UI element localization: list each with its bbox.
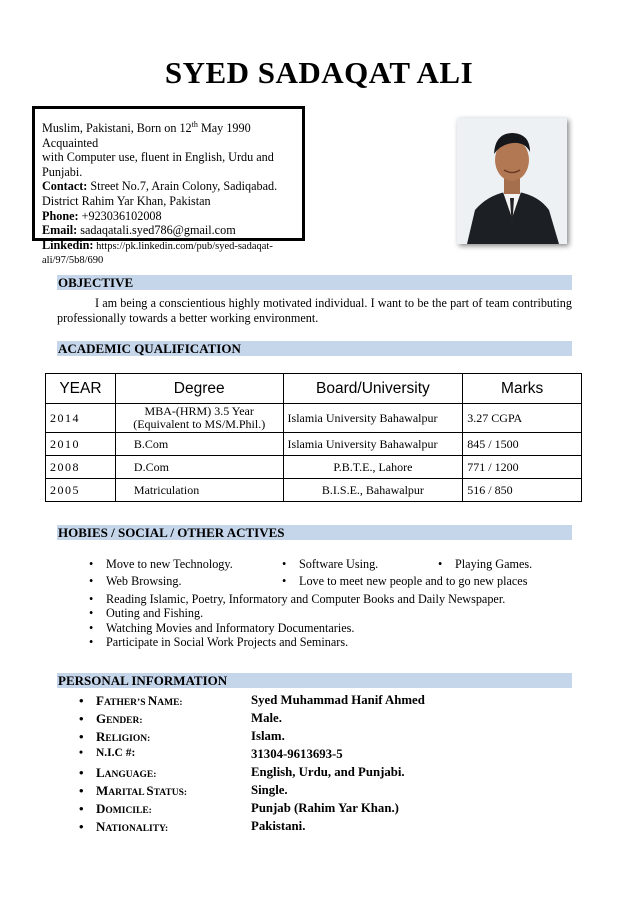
col-header-year: YEAR <box>46 374 116 404</box>
intro-line-1: Muslim, Pakistani, Born on 12th May 1990 Acquainted <box>42 120 251 150</box>
hobby-item: • Move to new Technology. <box>106 556 233 572</box>
hobby-item: • Love to meet new people and to go new places <box>299 573 527 589</box>
hobby-item: • Web Browsing. <box>106 573 182 589</box>
hobby-item: • Reading Islamic, Poetry, Informatory and Computer Books and Daily Newspaper. <box>106 592 505 607</box>
resume-name: SYED SADAQAT ALI <box>164 55 474 90</box>
list-item <box>96 693 566 711</box>
intro-line-3: Punjabi. <box>42 164 83 179</box>
personal-info-list <box>96 693 566 837</box>
profile-photo <box>457 118 567 244</box>
cell-marks: 516 / 850 <box>463 479 582 502</box>
field-label: • FATHER’S NAME: <box>96 693 183 709</box>
cell-board: B.I.S.E., Bahawalpur <box>283 479 463 502</box>
academic-table <box>45 373 582 502</box>
list-item <box>96 801 566 819</box>
cell-board: Islamia University Bahawalpur <box>283 404 463 433</box>
field-value: Male. <box>251 711 282 725</box>
field-label: • N.I.C #: <box>96 747 135 759</box>
field-value: Punjab (Rahim Yar Khan.) <box>251 801 399 815</box>
cell-year: 2014 <box>46 404 116 433</box>
hobby-item: • Participate in Social Work Projects and Seminars. <box>106 635 348 650</box>
col-header-board: Board/University <box>283 374 463 404</box>
field-value: English, Urdu, and Punjabi. <box>251 765 405 779</box>
field-value: Single. <box>251 783 288 797</box>
objective-text: I am being a conscientious highly motivated individual. I want to be the part of team contributing professionally towards a better working environment. <box>57 296 572 325</box>
field-label: • DOMICILE: <box>96 801 152 817</box>
field-label: • MARITAL STATUS: <box>96 783 187 799</box>
hobbies-heading: HOBIES / SOCIAL / OTHER ACTIVES <box>57 525 572 540</box>
personal-heading: PERSONAL INFORMATION <box>57 673 572 688</box>
linkedin-line-2: ali/97/5b8/690 <box>42 255 104 267</box>
cell-degree: MBA-(HRM) 3.5 Year (Equivalent to MS/M.Phil.) <box>115 404 283 433</box>
list-item <box>96 747 566 765</box>
table-header-row <box>46 374 582 404</box>
field-label: • NATIONALITY: <box>96 819 168 835</box>
hobby-item: • Playing Games. <box>455 556 532 572</box>
cell-marks: 845 / 1500 <box>463 433 582 456</box>
cell-marks: 3.27 CGPA <box>463 404 582 433</box>
field-value: Syed Muhammad Hanif Ahmed <box>251 693 425 707</box>
cell-degree: D.Com <box>115 456 283 479</box>
field-label: • GENDER: <box>96 711 143 727</box>
cell-degree: Matriculation <box>115 479 283 502</box>
field-value: Islam. <box>251 729 285 743</box>
list-item <box>96 783 566 801</box>
field-label: • LANGUAGE: <box>96 765 156 781</box>
col-header-marks: Marks <box>463 374 582 404</box>
list-item <box>96 711 566 729</box>
table-row <box>46 479 582 502</box>
field-label: • RELIGION: <box>96 729 150 745</box>
col-header-degree: Degree <box>115 374 283 404</box>
objective-heading: OBJECTIVE <box>57 275 572 290</box>
email-line: Email: sadaqatali.syed786@gmail.com <box>42 223 236 238</box>
list-item <box>96 765 566 783</box>
cell-year: 2010 <box>46 433 116 456</box>
intro-line-2: with Computer use, fluent in English, Urdu and <box>42 150 274 165</box>
list-item <box>96 819 566 837</box>
cell-degree: B.Com <box>115 433 283 456</box>
table-row <box>46 404 582 433</box>
cell-marks: 771 / 1200 <box>463 456 582 479</box>
cell-board: Islamia University Bahawalpur <box>283 433 463 456</box>
table-row <box>46 456 582 479</box>
cell-board: P.B.T.E., Lahore <box>283 456 463 479</box>
phone-line: Phone: +923036102008 <box>42 208 162 223</box>
list-item <box>96 729 566 747</box>
cell-year: 2005 <box>46 479 116 502</box>
address-line: Contact: Street No.7, Arain Colony, Sadiqabad. <box>42 179 278 194</box>
field-value: 31304-9613693-5 <box>251 747 343 761</box>
district-line: District Rahim Yar Khan, Pakistan <box>42 194 211 209</box>
hobby-item: • Outing and Fishing. <box>106 606 203 621</box>
linkedin-line: Linkedin: https://pk.linkedin.com/pub/syed-sadaqat- <box>42 237 273 252</box>
cell-year: 2008 <box>46 456 116 479</box>
academic-heading: ACADEMIC QUALIFICATION <box>57 341 572 356</box>
hobby-item: • Watching Movies and Informatory Documentaries. <box>106 621 354 636</box>
table-row <box>46 433 582 456</box>
contact-box <box>32 106 305 267</box>
field-value: Pakistani. <box>251 819 306 833</box>
hobby-item: • Software Using. <box>299 556 378 572</box>
